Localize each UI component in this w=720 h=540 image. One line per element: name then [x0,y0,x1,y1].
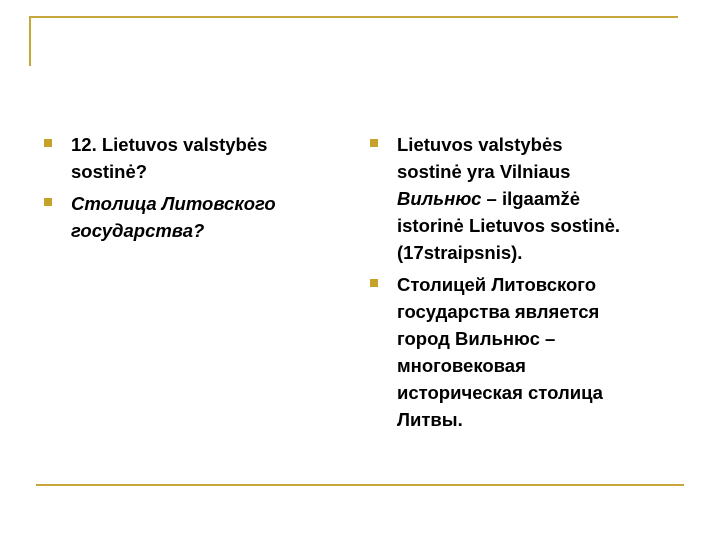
answer-lithuanian [370,131,685,266]
question-lt-line-1: 12. Lietuvos valstybės [71,134,268,155]
answer-lt-vilnius-ru: Вильнюс [397,188,482,209]
answer-ru-line-4: многовековая [397,355,526,376]
square-bullet-icon [44,139,52,147]
question-ru-line-1: Столица Литовского [71,193,276,214]
question-russian [44,190,334,244]
answer-lt-line-2: sostinė yra Vilniaus [397,161,571,182]
answer-ru-line-2: государства является [397,301,600,322]
bottom-divider-line [36,484,684,486]
answer-russian [370,271,685,433]
left-accent-line [29,16,31,66]
left-column [44,131,334,249]
square-bullet-icon [44,198,52,206]
answer-ru-line-5: историческая столица [397,382,603,403]
answer-lt-line-3-rest: – ilgaamžė [481,188,581,209]
top-divider-line [31,16,678,18]
answer-lt-line-4: istorinė Lietuvos sostinė. [397,215,621,236]
square-bullet-icon [370,139,378,147]
square-bullet-icon [370,279,378,287]
question-lithuanian [44,131,334,185]
question-ru-line-2: государства? [71,220,205,241]
answer-ru-line-3: город Вильнюс – [397,328,556,349]
answer-ru-line-6: Литвы. [397,409,463,430]
answer-ru-line-1: Столицей Литовского [397,274,597,295]
right-column [370,131,685,438]
answer-lt-line-3 [397,185,685,212]
answer-lt-line-5: (17straipsnis). [397,242,523,263]
answer-lt-line-1: Lietuvos valstybės [397,134,563,155]
question-lt-line-2: sostinė? [71,161,148,182]
